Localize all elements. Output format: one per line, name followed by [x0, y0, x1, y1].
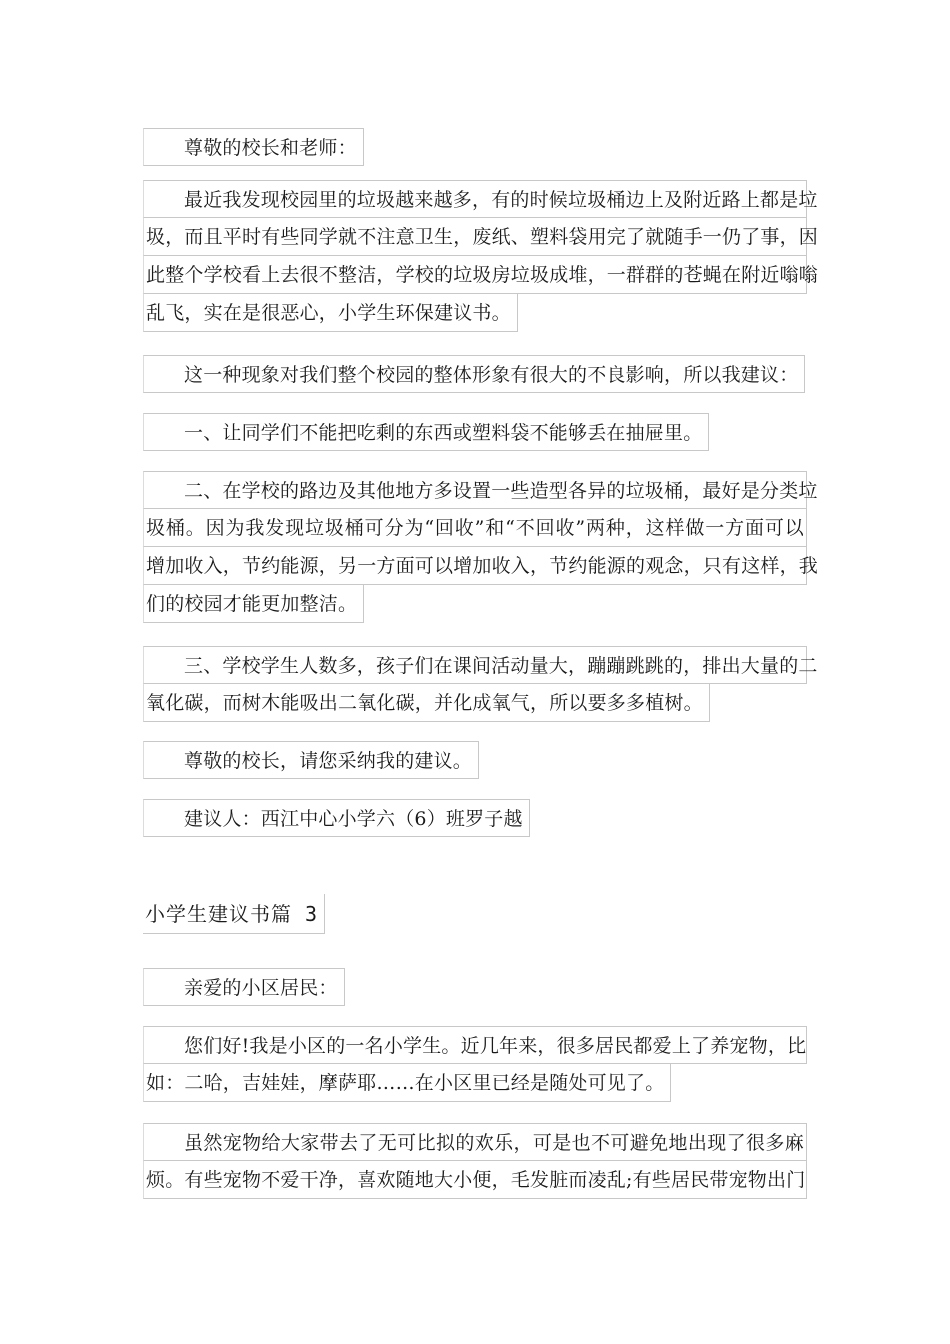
letter1-suggestion-3 [143, 646, 818, 722]
letter1-salutation-block [143, 128, 807, 166]
section-heading: 小学生建议书篇 3 [143, 894, 325, 934]
letter1-closing: 尊敬的校长，请您采纳我的建议。 [143, 741, 479, 779]
text-line: 您们好!我是小区的一名小学生。近几年来，很多居民都爱上了养宠物，比 [143, 1026, 807, 1064]
text-line: 虽然宠物给大家带去了无可比拟的欢乐，可是也不可避免地出现了很多麻 [143, 1123, 807, 1161]
text-line: 如：二哈，吉娃娃，摩萨耶……在小区里已经是随处可见了。 [143, 1064, 671, 1102]
text-line: 氧化碳，而树木能吸出二氧化碳，并化成氧气，所以要多多植树。 [143, 684, 710, 722]
letter2-paragraph-1 [143, 1026, 807, 1102]
letter2-salutation: 亲爱的小区居民： [143, 968, 345, 1006]
text-line: 圾桶。因为我发现垃圾桶可分为“回收”和“不回收”两种，这样做一方面可以 [143, 509, 807, 547]
letter2-paragraph-2 [143, 1123, 807, 1199]
letter1-closing-block [143, 741, 807, 779]
text-line: 一、让同学们不能把吃剩的东西或塑料袋不能够丢在抽屉里。 [143, 413, 709, 451]
letter2-salutation-block [143, 968, 807, 1006]
letter1-salutation: 尊敬的校长和老师： [143, 128, 364, 166]
letter1-suggestion-2 [143, 471, 819, 623]
text-line: 乱飞，实在是很恶心，小学生环保建议书。 [143, 294, 518, 332]
letter1-suggestion-1 [143, 413, 807, 451]
letter1-signature-block [143, 799, 807, 837]
text-line: 烦。有些宠物不爱干净，喜欢随地大小便，毛发脏而凌乱;有些居民带宠物出门 [143, 1161, 807, 1199]
letter1-paragraph-2 [143, 355, 807, 393]
text-line: 三、学校学生人数多，孩子们在课间活动量大，蹦蹦跳跳的，排出大量的二 [143, 646, 807, 684]
text-line: 最近我发现校园里的垃圾越来越多，有的时候垃圾桶边上及附近路上都是垃 [143, 180, 807, 218]
letter1-paragraph-1 [143, 180, 819, 332]
text-line: 们的校园才能更加整洁。 [143, 585, 364, 623]
text-line: 增加收入，节约能源，另一方面可以增加收入，节约能源的观念，只有这样，我 [143, 547, 807, 585]
text-line: 此整个学校看上去很不整洁，学校的垃圾房垃圾成堆，一群群的苍蝇在附近嗡嗡 [143, 256, 807, 294]
letter1-signature: 建议人：西江中心小学六（6）班罗子越 [143, 799, 530, 837]
text-line: 这一种现象对我们整个校园的整体形象有很大的不良影响，所以我建议： [143, 355, 805, 393]
text-line: 圾，而且平时有些同学就不注意卫生，废纸、塑料袋用完了就随手一仍了事，因 [143, 218, 807, 256]
section-heading-block [143, 894, 807, 934]
text-line: 二、在学校的路边及其他地方多设置一些造型各异的垃圾桶，最好是分类垃 [143, 471, 807, 509]
